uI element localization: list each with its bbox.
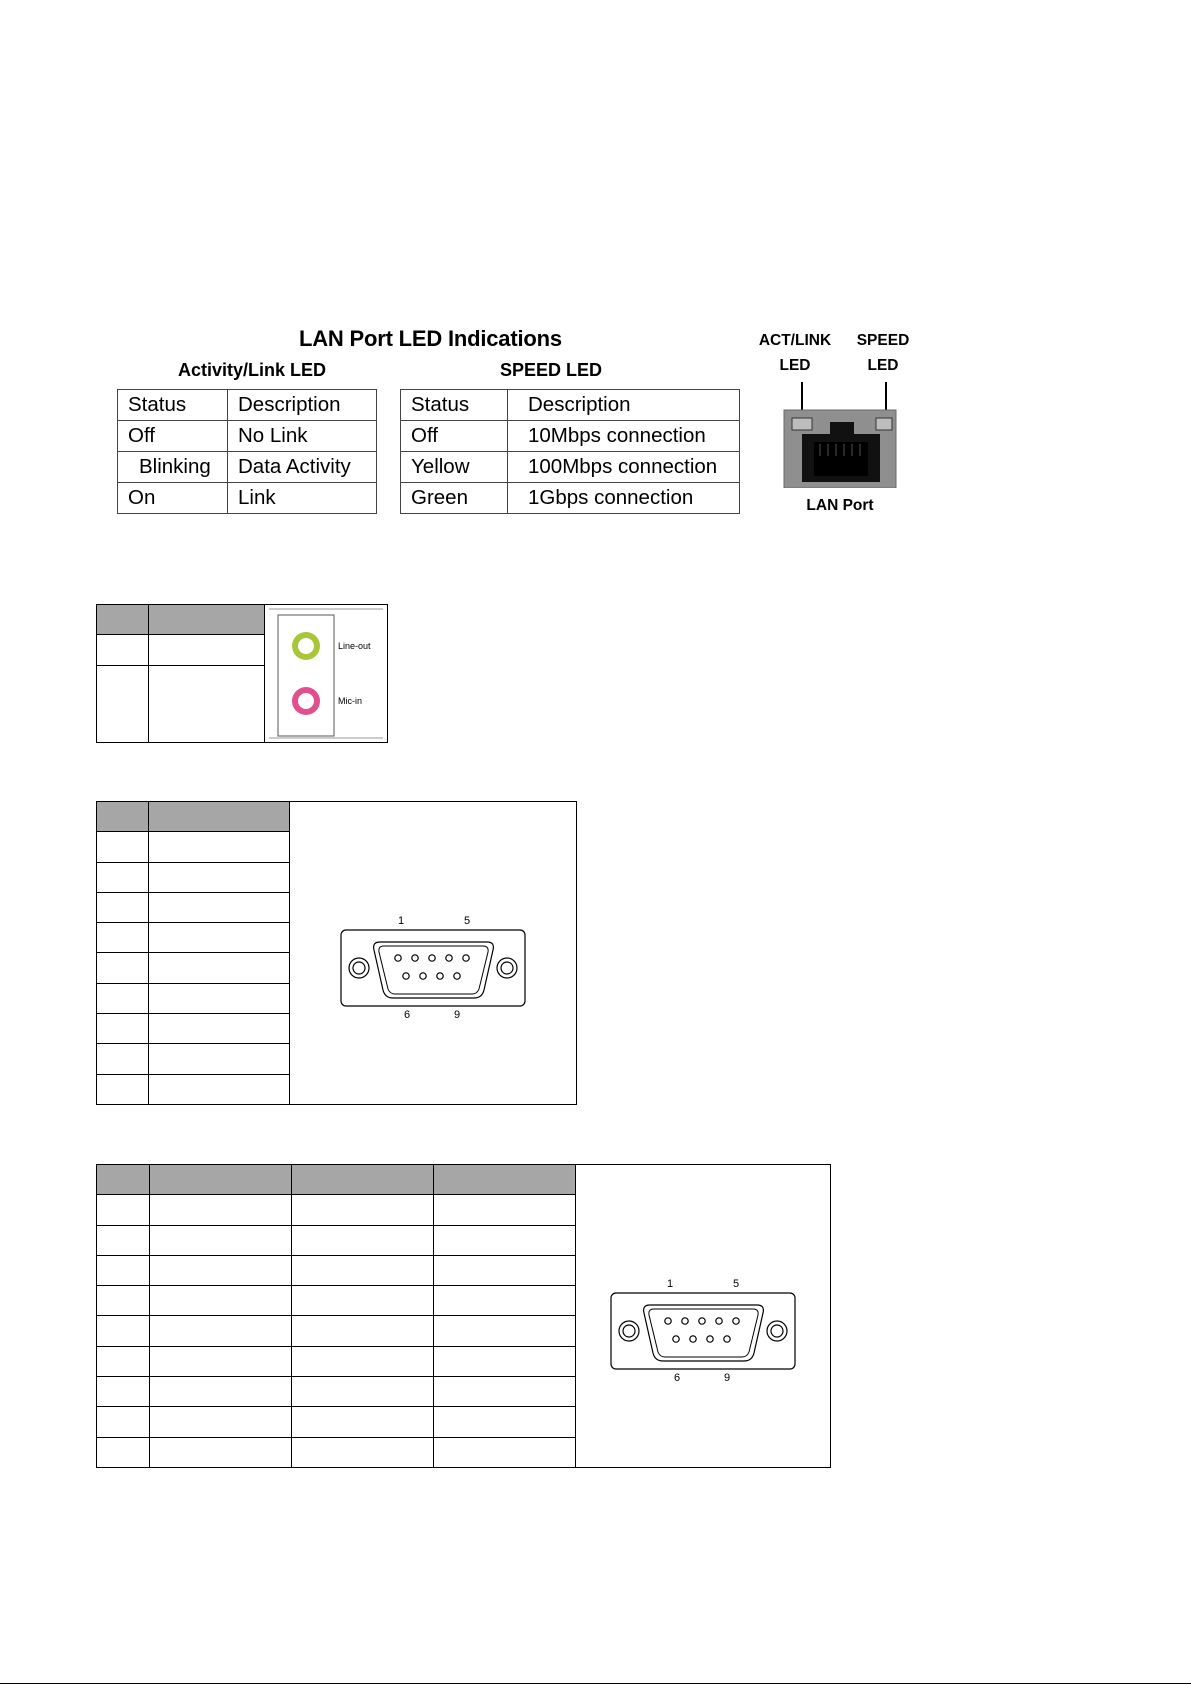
status-cell: Off: [118, 421, 228, 452]
act-link-label-1: ACT/LINK: [758, 332, 832, 349]
status-cell: Off: [401, 421, 508, 452]
status-cell: Blinking: [118, 452, 228, 483]
table-row: [118, 452, 377, 483]
table-row: [118, 483, 377, 514]
line-out-label: Line-out: [338, 641, 371, 651]
serial-port-table-1: [96, 801, 577, 1105]
pin-9-label: 9: [454, 1009, 461, 1021]
audio-table: [96, 604, 388, 743]
speed-led-table: [400, 389, 740, 514]
header-status: Status: [118, 390, 228, 421]
table-row: [401, 452, 740, 483]
description-cell: Data Activity: [228, 452, 377, 483]
speed-label-2: LED: [867, 357, 899, 374]
activity-link-table: [117, 389, 377, 514]
activity-link-heading: Activity/Link LED: [178, 360, 327, 380]
header-status: Status: [401, 390, 508, 421]
description-cell: 10Mbps connection: [508, 421, 740, 452]
mic-in-label: Mic-in: [338, 696, 362, 706]
header-description: Description: [508, 390, 740, 421]
speed-led-icon: [876, 418, 892, 430]
table-row: [118, 421, 377, 452]
speed-label-1: SPEED: [856, 332, 910, 349]
page-bottom-rule: [0, 1683, 1191, 1684]
description-cell: 100Mbps connection: [508, 452, 740, 483]
status-cell: On: [118, 483, 228, 514]
header-description: Description: [228, 390, 377, 421]
description-cell: Link: [228, 483, 377, 514]
pin-9-label: 9: [724, 1372, 731, 1384]
act-link-label-2: LED: [779, 357, 811, 374]
pin-5-label: 5: [464, 915, 471, 927]
status-cell: Yellow: [401, 452, 508, 483]
pin-1-label: 1: [398, 915, 405, 927]
pin-6-label: 6: [674, 1372, 681, 1384]
lan-port-diagram: [780, 378, 900, 488]
pin-6-label: 6: [404, 1009, 411, 1021]
description-cell: 1Gbps connection: [508, 483, 740, 514]
status-cell: Green: [401, 483, 508, 514]
db9-connector-icon: [576, 1165, 830, 1467]
lan-led-title: LAN Port LED Indications: [299, 326, 562, 351]
pin-1-label: 1: [667, 1278, 674, 1290]
table-header-row: [97, 802, 577, 832]
speed-led-heading: SPEED LED: [500, 360, 603, 380]
db9-cell: [290, 802, 577, 1105]
db9-cell: [576, 1165, 831, 1468]
table-header-row: [118, 390, 377, 421]
lan-port-label: LAN Port: [806, 497, 874, 514]
table-row: [401, 421, 740, 452]
description-cell: No Link: [228, 421, 377, 452]
db9-connector-icon: [290, 802, 576, 1104]
table-header-row: [97, 1165, 831, 1195]
table-header-row: [401, 390, 740, 421]
serial-port-table-2: [96, 1164, 831, 1468]
act-link-led-icon: [792, 418, 812, 430]
table-header-row: [97, 605, 388, 635]
pin-5-label: 5: [733, 1278, 740, 1290]
audio-jack-cell: [265, 605, 388, 743]
audio-jack-diagram: [265, 605, 387, 742]
table-row: [401, 483, 740, 514]
